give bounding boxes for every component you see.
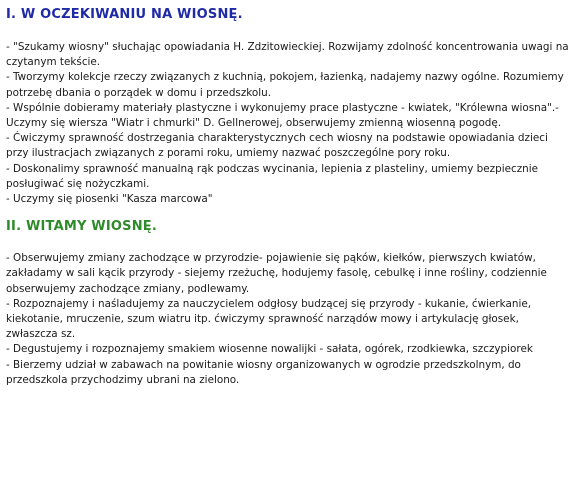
list-item: - Wspólnie dobieramy materiały plastyczne i wykonujemy prace plastyczne - kwiatek, "Królewna wiosna".- Uczymy się wiersza "Wiatr i chmurki" D. Gellnerowej, obserwujemy zmienną wiosenną pogodę.	[6, 101, 559, 130]
section-title-w-oczekiwaniu-na-wiosne: I. W OCZEKIWANIU NA WIOSNĘ.	[6, 7, 243, 22]
document-page	[6, 6, 572, 388]
section-title-witamy-wiosne: II. WITAMY WIOSNĘ.	[6, 219, 157, 235]
list-item: - Rozpoznajemy i naśladujemy za nauczycielem odgłosy budzącej się przyrody - kukanie, ćwierkanie, kiekotanie, mruczenie, szum wiatru itp. ćwiczymy sprawność narządów mowy i artykulację głosek, zwłaszcza sz.	[6, 297, 532, 341]
list-item: - Bierzemy udział w zabawach na powitanie wiosny organizowanych w ogrodzie przedszkolnym, do przedszkola przychodzimy ubrani na zielono.	[6, 358, 521, 386]
list-item: - Ćwiczymy sprawność dostrzegania charakterystycznych cech wiosny na podstawie opowiadania dzieci przy ilustracjach związanych z porami roku, umiemy nazwać poszczególne pory roku.	[6, 132, 548, 160]
list-item: - Doskonalimy sprawność manualną rąk podczas wycinania, lepienia z plasteliny, umiemy bezpiecznie posługiwać się nożyczkami.	[6, 162, 539, 190]
list-item: - Uczymy się piosenki "Kasza marcowa"	[6, 193, 213, 206]
list-item: - "Szukamy wiosny" słuchając opowiadania H. Zdzitowieckiej. Rozwijamy zdolność koncentrowania uwagi na czytanym tekście.	[6, 41, 569, 69]
list-item: - Obserwujemy zmiany zachodzące w przyrodzie- pojawienie się pąków, kiełków, pierwszych kwiatów, zakładamy w sali kącik przyrody - siejemy rzeżuchę, hodujemy fasolę, cebulkę i inne rośliny, codziennie obserwujemy zachodzące zmiany, podlewamy.	[6, 252, 547, 295]
list-item: - Degustujemy i rozpoznajemy smakiem wiosenne nowalijki - sałata, ogórek, rzodkiewka, szczypiorek	[6, 343, 533, 356]
list-item: - Tworzymy kolekcje rzeczy związanych z kuchnią, pokojem, łazienką, nadajemy nazwy ogólne. Rozumiemy potrzebę dbania o porządek w domu i przedszkolu.	[6, 71, 564, 99]
section-body-2	[6, 251, 572, 388]
section-body-1	[6, 40, 572, 207]
